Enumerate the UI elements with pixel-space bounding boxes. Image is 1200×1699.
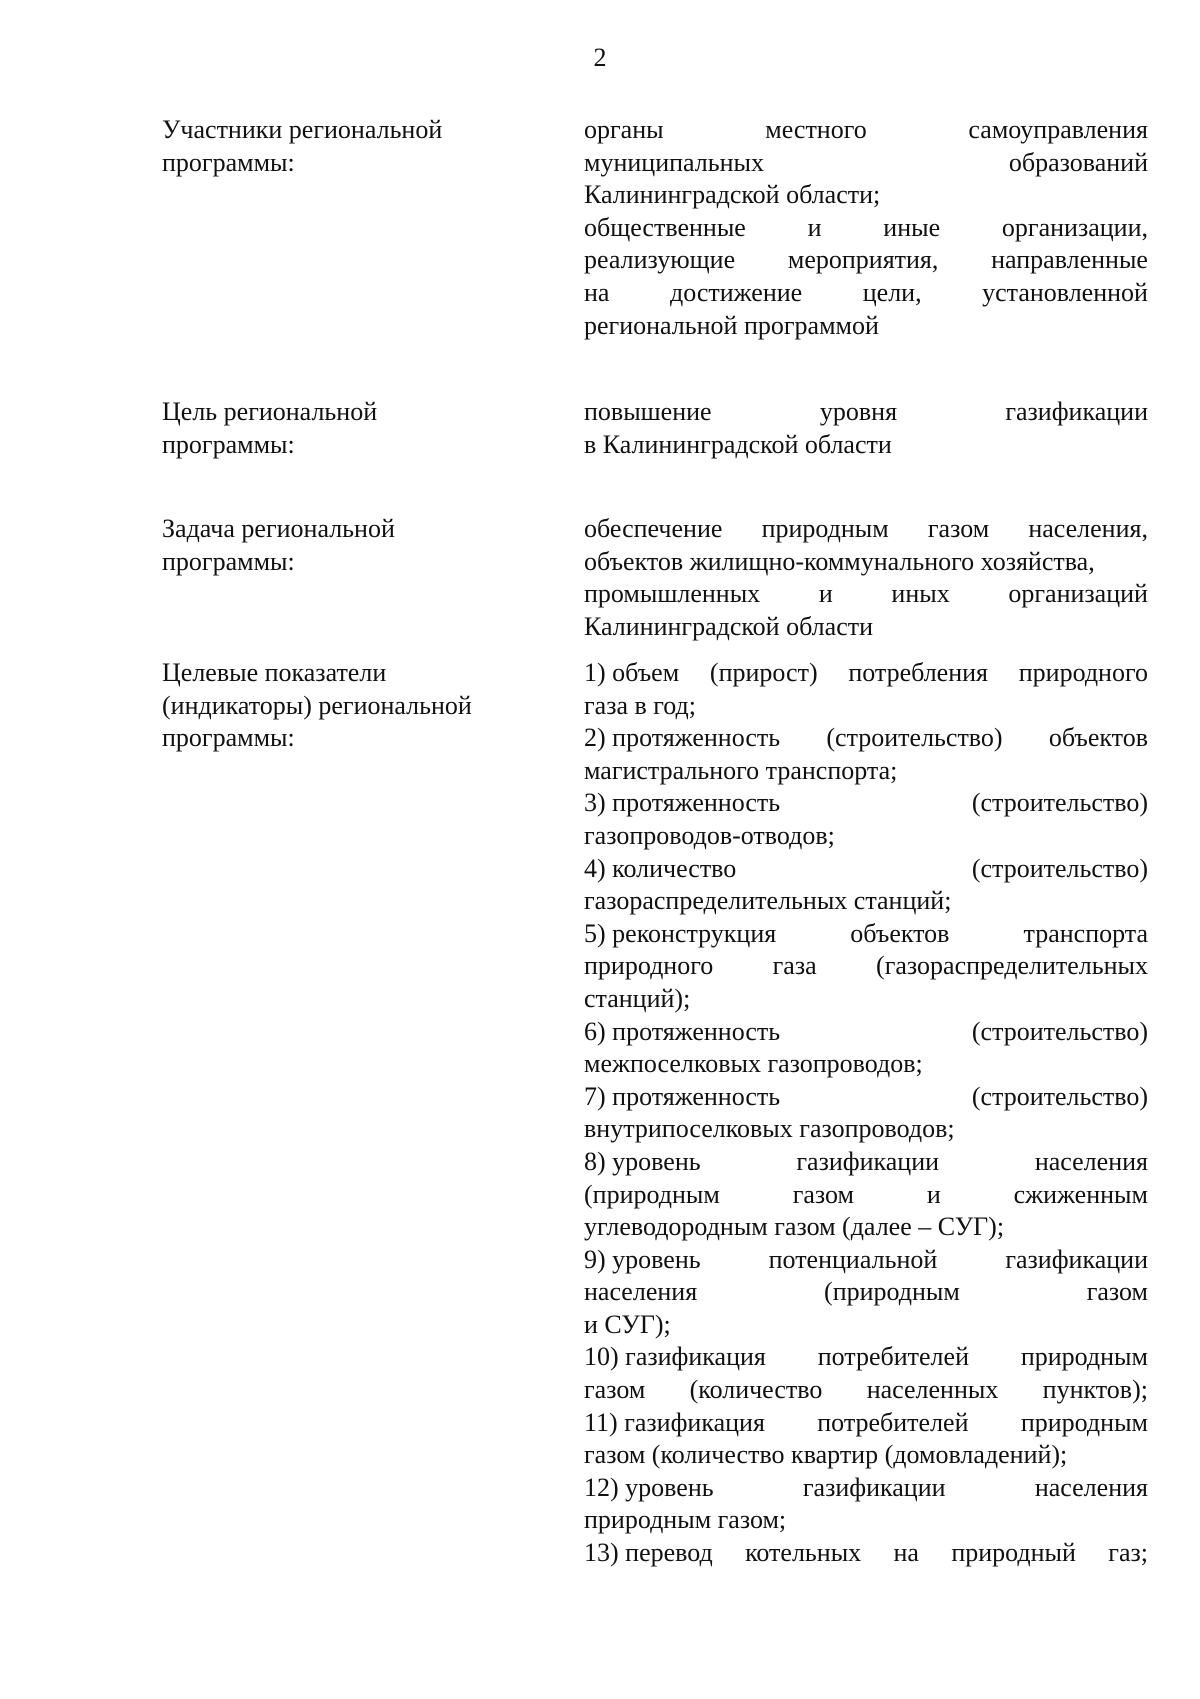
text-line [584, 853, 1148, 886]
word: потенциальной [768, 1244, 938, 1274]
text-line [584, 1276, 1148, 1309]
word: и [818, 579, 833, 609]
text-line: региональной программой [584, 310, 879, 340]
text-line [584, 578, 1148, 611]
word: потребителей [817, 1407, 969, 1437]
word: 7) протяженность [584, 1081, 781, 1111]
word: установленной [982, 277, 1148, 307]
word: пунктов); [1042, 1375, 1148, 1405]
word: уровня [819, 397, 898, 426]
word: населенных [866, 1375, 999, 1405]
word: населения [1034, 1146, 1148, 1176]
text-line: внутрипоселковых газопроводов; [584, 1114, 955, 1144]
word: иных [891, 579, 950, 609]
word: населения [584, 1277, 698, 1307]
text-line [584, 1472, 1148, 1505]
word: (строительство) [971, 1016, 1148, 1046]
word: транспорта [1023, 918, 1148, 948]
word: реализующие [584, 245, 736, 275]
word: общественные [584, 212, 746, 242]
word: цели, [862, 277, 922, 307]
word: природного [584, 951, 714, 981]
text-line: природным газом; [584, 1505, 787, 1535]
text-line: и СУГ); [584, 1309, 671, 1339]
word: (прирост) [709, 658, 818, 687]
word: 4) количество [584, 853, 737, 883]
page-number: 2 [593, 43, 607, 72]
word: объектов [1048, 723, 1148, 753]
word: (строительство) [826, 723, 1003, 753]
word: газа [772, 951, 817, 981]
section-value [584, 114, 1148, 342]
word: котельных [745, 1538, 862, 1568]
text-line: в Калининградской области [584, 429, 892, 459]
text-line: Калининградской области [584, 611, 874, 641]
word: населения [1034, 1472, 1148, 1502]
section-label [162, 396, 542, 461]
text-line [584, 1179, 1148, 1212]
word: (количество [689, 1375, 823, 1405]
word: (строительство) [971, 1081, 1148, 1111]
text-line: Цель региональной [162, 397, 378, 426]
word: 8) уровень [584, 1146, 701, 1176]
word: газификации [796, 1146, 940, 1176]
text-line: газа в год; [584, 690, 697, 720]
text-line: Задача региональной [162, 514, 395, 543]
word: 6) протяженность [584, 1016, 781, 1046]
text-line [584, 114, 1148, 147]
text-line [584, 918, 1148, 951]
text-line: программы: [162, 723, 295, 753]
word: газ; [1108, 1538, 1148, 1568]
word: потребления [848, 658, 989, 687]
word: организации, [1001, 212, 1148, 242]
section-value [584, 396, 1148, 461]
text-line: Калининградской области; [584, 180, 881, 210]
text-line: межпоселковых газопроводов; [584, 1049, 923, 1079]
text-line [584, 1146, 1148, 1179]
word: самоуправления [968, 115, 1148, 144]
word: 11) газификация [584, 1407, 765, 1437]
word: газом [792, 1179, 854, 1209]
text-line [584, 950, 1148, 983]
section-value [584, 657, 1148, 1570]
word: и [807, 212, 822, 242]
word: мероприятия, [787, 245, 939, 275]
text-line [584, 657, 1148, 690]
text-line: углеводородным газом (далее – СУГ); [584, 1212, 1005, 1242]
word: природным [1020, 1342, 1148, 1372]
word: местного [765, 115, 867, 144]
text-line: газораспределительных станций; [584, 886, 952, 916]
word: муниципальных [584, 147, 765, 177]
text-line: газом (количество квартир (домовладений); [584, 1440, 1068, 1470]
word: газом [1086, 1277, 1148, 1307]
word: организаций [1008, 579, 1148, 609]
word: (строительство) [971, 788, 1148, 818]
text-line: станций); [584, 983, 691, 1013]
word: достижение [669, 277, 803, 307]
text-line [584, 513, 1148, 546]
word: на [584, 277, 610, 307]
word: на [893, 1538, 919, 1568]
text-line [584, 1244, 1148, 1277]
word: 3) протяженность [584, 788, 781, 818]
section-label [162, 513, 542, 578]
word: потребителей [817, 1342, 969, 1372]
text-line: программы: [162, 147, 295, 177]
word: природным [1020, 1407, 1148, 1437]
text-line [584, 212, 1148, 245]
word: обеспечение [584, 514, 723, 543]
text-line [584, 396, 1148, 429]
text-line: (индикаторы) региональной [162, 690, 472, 720]
text-line [584, 244, 1148, 277]
text-line [584, 1341, 1148, 1374]
text-line [584, 147, 1148, 180]
word: газификации [802, 1472, 946, 1502]
text-line [584, 1537, 1148, 1570]
word: газификации [1005, 397, 1148, 426]
text-line [584, 787, 1148, 820]
word: газификации [1005, 1244, 1148, 1274]
word: 5) реконструкция [584, 918, 777, 948]
word: (газораспределительных [876, 951, 1148, 981]
section-label [162, 657, 542, 755]
word: природным [761, 514, 889, 543]
word: населения, [1028, 514, 1148, 543]
word: (природным [584, 1179, 720, 1209]
word: природный [951, 1538, 1076, 1568]
word: промышленных [584, 579, 761, 609]
text-line [584, 1016, 1148, 1049]
word: иные [883, 212, 941, 242]
text-line: газопроводов-отводов; [584, 820, 835, 850]
text-line: объектов жилищно-коммунального хозяйства, [584, 546, 1095, 576]
text-line: программы: [162, 546, 295, 576]
section-value [584, 513, 1148, 643]
word: (строительство) [971, 853, 1148, 883]
word: природного [1018, 658, 1148, 687]
word: и [926, 1179, 941, 1209]
text-line [584, 1081, 1148, 1114]
word: 13) перевод [584, 1538, 713, 1568]
word: газом [927, 514, 990, 543]
word: 9) уровень [584, 1244, 701, 1274]
word: 1) объем [584, 658, 680, 687]
section-label [162, 114, 542, 179]
text-line [584, 722, 1148, 755]
text-line [584, 1407, 1148, 1440]
text-line: Участники региональной [162, 115, 443, 144]
word: (природным [824, 1277, 960, 1307]
word: 2) протяженность [584, 723, 781, 753]
word: повышение [584, 397, 712, 426]
text-line [584, 277, 1148, 310]
word: газом [584, 1375, 646, 1405]
word: образований [1008, 147, 1148, 177]
word: направленные [991, 245, 1148, 275]
word: органы [584, 115, 664, 144]
word: 12) уровень [584, 1472, 714, 1502]
text-line: Целевые показатели [162, 658, 387, 687]
text-line [584, 1374, 1148, 1407]
text-line: программы: [162, 429, 295, 459]
word: сжиженным [1013, 1179, 1148, 1209]
text-line: магистрального транспорта; [584, 755, 898, 785]
word: 10) газификация [584, 1342, 766, 1372]
word: объектов [850, 918, 950, 948]
